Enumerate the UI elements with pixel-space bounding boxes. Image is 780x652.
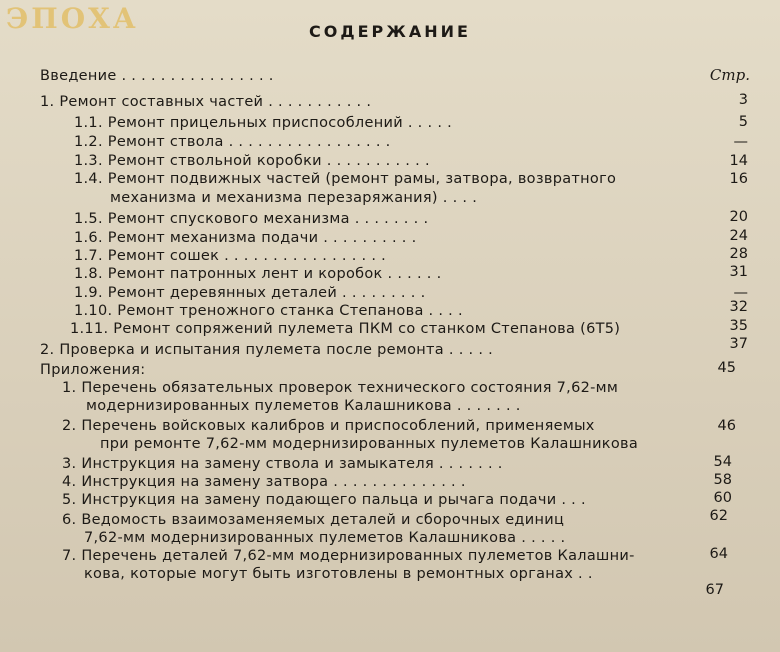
toc-entry-text: 1.8. Ремонт патронных лент и коробок . . . . . . [74,266,442,282]
toc-entry-text: механизма и механизма перезаряжания) . . . . [110,190,478,206]
toc-entry-page: 14 [729,153,748,169]
toc-entry-page: 32 [729,299,748,315]
toc-entry-text: Введение . . . . . . . . . . . . . . . . [40,68,274,84]
toc-entry-page: 24 [729,228,748,244]
page-column-header: Стр. [709,66,750,84]
toc-entry-text: 1.10. Ремонт треножного станка Степанова . . . . [74,303,463,319]
toc-entry-text: 1.11. Ремонт сопряжений пулемета ПКМ со станком Степанова (6Т5) [70,321,621,337]
toc-entry-text: 3. Инструкция на замену ствола и замыкателя . . . . . . . [62,456,503,472]
toc-entry-text: при ремонте 7,62-мм модернизированных пулеметов Калашникова [100,436,639,452]
toc-entry-text: 1.1. Ремонт прицельных приспособлений . . . . . [74,115,453,131]
toc-entry-text: 1.5. Ремонт спускового механизма . . . . . . . . [74,211,429,227]
toc-entry-text: 1.2. Ремонт ствола . . . . . . . . . . . . . . . . . [74,134,391,150]
toc-entry-page: — [733,285,748,301]
toc-entry-page: 28 [729,246,748,262]
toc-entry-text: 1.4. Ремонт подвижных частей (ремонт рамы, затвора, возвратного [74,171,617,187]
toc-entry-text: 1. Ремонт составных частей . . . . . . . . . . . [40,94,372,110]
toc-entry-page: 31 [729,264,748,280]
toc-entry-text: 7. Перечень деталей 7,62-мм модернизированных пулеметов Калашни- [62,548,635,564]
toc-entry-page: 67 [705,582,724,598]
toc-entry-text: 6. Ведомость взаимозаменяемых деталей и сборочных единиц [62,512,565,528]
toc-entry-text: 2. Перечень войсковых калибров и приспособлений, применяемых [62,418,595,434]
toc-entry-text: 1.3. Ремонт ствольной коробки . . . . . . . . . . . [74,153,430,169]
toc-entry-text: Приложения: [40,362,146,378]
toc-entry-text: 1. Перечень обязательных проверок технического состояния 7,62-мм [62,380,619,396]
toc-entry-page: 35 [729,318,748,334]
toc-entry-page: 62 [709,508,728,524]
toc-entry-page: 20 [729,209,748,225]
page-title: СОДЕРЖАНИЕ [309,22,471,41]
toc-entry-page: 45 [717,360,736,376]
toc-entry-page: 58 [713,472,732,488]
toc-entry-text: 2. Проверка и испытания пулемета после ремонта . . . . . [40,342,494,358]
toc-entry-text: 1.7. Ремонт сошек . . . . . . . . . . . . . . . . . [74,248,387,264]
toc-entry-page: 5 [738,114,748,130]
toc-entry-text: 7,62-мм модернизированных пулеметов Калашникова . . . . . [84,530,566,546]
toc-entry-text: модернизированных пулеметов Калашникова . . . . . . . [86,398,521,414]
toc-entry-page: 37 [729,336,748,352]
toc-entry-text: 4. Инструкция на замену затвора . . . . . . . . . . . . . . [62,474,466,490]
toc-entry-page: 16 [729,171,748,187]
toc-entry-text: 1.6. Ремонт механизма подачи . . . . . . . . . . [74,230,417,246]
toc-entry-page: 54 [713,454,732,470]
toc-entry-page: 3 [738,92,748,108]
toc-entry-text: 1.9. Ремонт деревянных деталей . . . . . . . . . [74,285,426,301]
toc-entry-page: — [733,134,748,150]
watermark-logo: ЭПОХА [6,2,139,35]
toc-entry-text: 5. Инструкция на замену подающего пальца и рычага подачи . . . [62,492,586,508]
toc-entry-page: 46 [717,418,736,434]
toc-entry-page: 60 [713,490,732,506]
toc-entry-text: кова, которые могут быть изготовлены в ремонтных органах . . [84,566,593,582]
toc-entry-page: 64 [709,546,728,562]
